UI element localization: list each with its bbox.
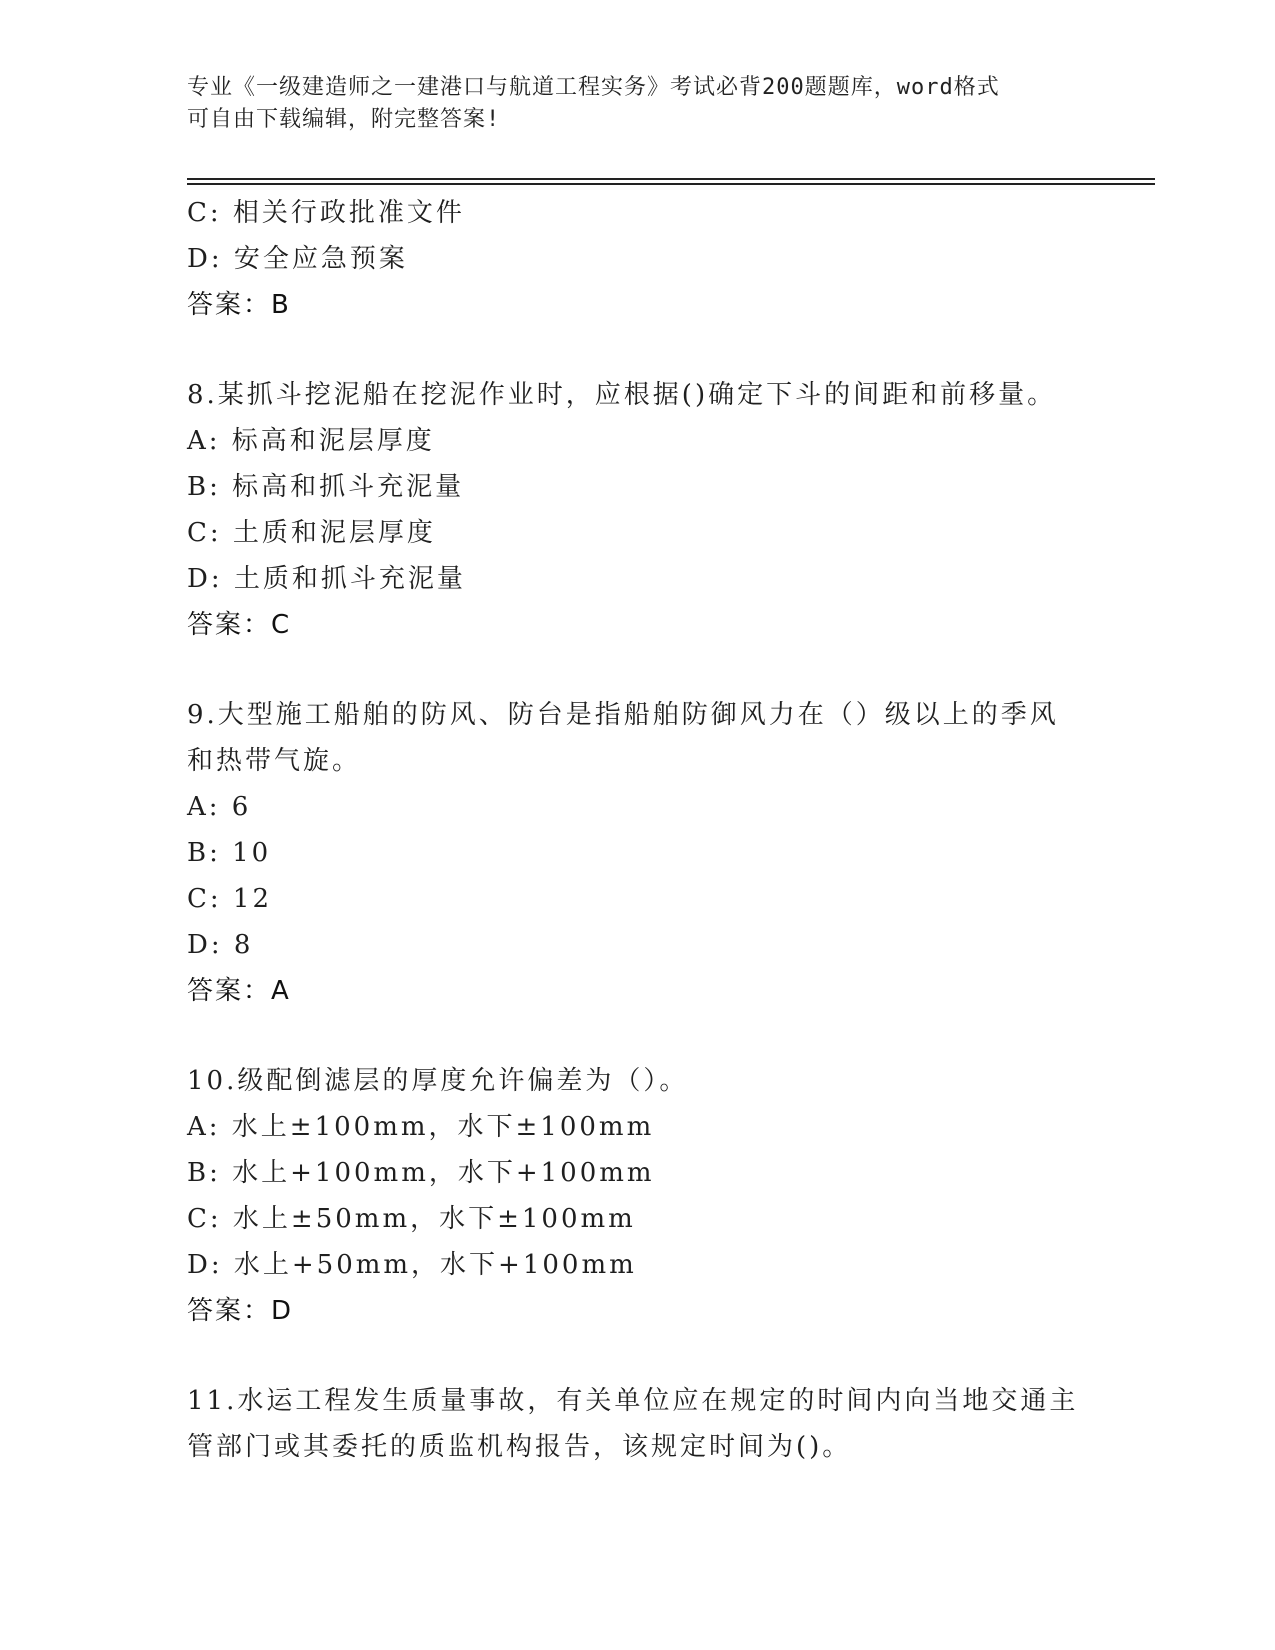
option-d: D: 土质和抓斗充泥量 bbox=[187, 564, 466, 594]
question-title-line-1: 9.大型施工船舶的防风、防台是指船舶防御风力在（）级以上的季风 bbox=[187, 700, 1059, 730]
option-c: C: 12 bbox=[187, 884, 273, 914]
option-c: C: 土质和泥层厚度 bbox=[187, 518, 436, 548]
question-list bbox=[187, 190, 1087, 1470]
option-b: B: 水上+100mm，水下+100mm bbox=[187, 1158, 655, 1188]
header-line-1: 专业《一级建造师之一建港口与航道工程实务》考试必背200题题库，word格式 bbox=[187, 75, 1000, 100]
answer-line: 答案：C bbox=[187, 610, 292, 640]
option-d: D: 水上+50mm，水下+100mm bbox=[187, 1250, 637, 1280]
question-title-line-2: 和热带气旋。 bbox=[187, 746, 362, 776]
question-8 bbox=[187, 372, 1087, 648]
answer-line: 答案：B bbox=[187, 290, 291, 320]
option-a: A: 标高和泥层厚度 bbox=[187, 426, 435, 456]
document-header bbox=[187, 72, 1067, 136]
answer-line: 答案：A bbox=[187, 976, 291, 1006]
question-11 bbox=[187, 1378, 1087, 1470]
answer-line: 答案：D bbox=[187, 1296, 294, 1326]
question-title: 10.级配倒滤层的厚度允许偏差为（）。 bbox=[187, 1066, 689, 1096]
option-c: C: 水上±50mm，水下±100mm bbox=[187, 1204, 636, 1234]
header-rule-top bbox=[187, 178, 1155, 180]
question-10 bbox=[187, 1058, 1087, 1334]
option-d: D: 8 bbox=[187, 930, 254, 960]
option-d: D: 安全应急预案 bbox=[187, 244, 408, 274]
question-title-line-2: 管部门或其委托的质监机构报告，该规定时间为()。 bbox=[187, 1432, 852, 1462]
option-c: C: 相关行政批准文件 bbox=[187, 198, 465, 228]
option-a: A: 水上±100mm，水下±100mm bbox=[187, 1112, 655, 1142]
option-b: B: 10 bbox=[187, 838, 272, 868]
header-line-2: 可自由下载编辑，附完整答案! bbox=[187, 107, 501, 132]
option-b: B: 标高和抓斗充泥量 bbox=[187, 472, 465, 502]
option-a: A: 6 bbox=[187, 792, 252, 822]
header-rule-bottom bbox=[187, 183, 1155, 185]
question-9 bbox=[187, 692, 1087, 1014]
question-title-line-1: 11.水运工程发生质量事故，有关单位应在规定的时间内向当地交通主 bbox=[187, 1386, 1079, 1416]
question-title: 8.某抓斗挖泥船在挖泥作业时，应根据()确定下斗的间距和前移量。 bbox=[187, 380, 1057, 410]
carryover-block bbox=[187, 190, 1087, 328]
